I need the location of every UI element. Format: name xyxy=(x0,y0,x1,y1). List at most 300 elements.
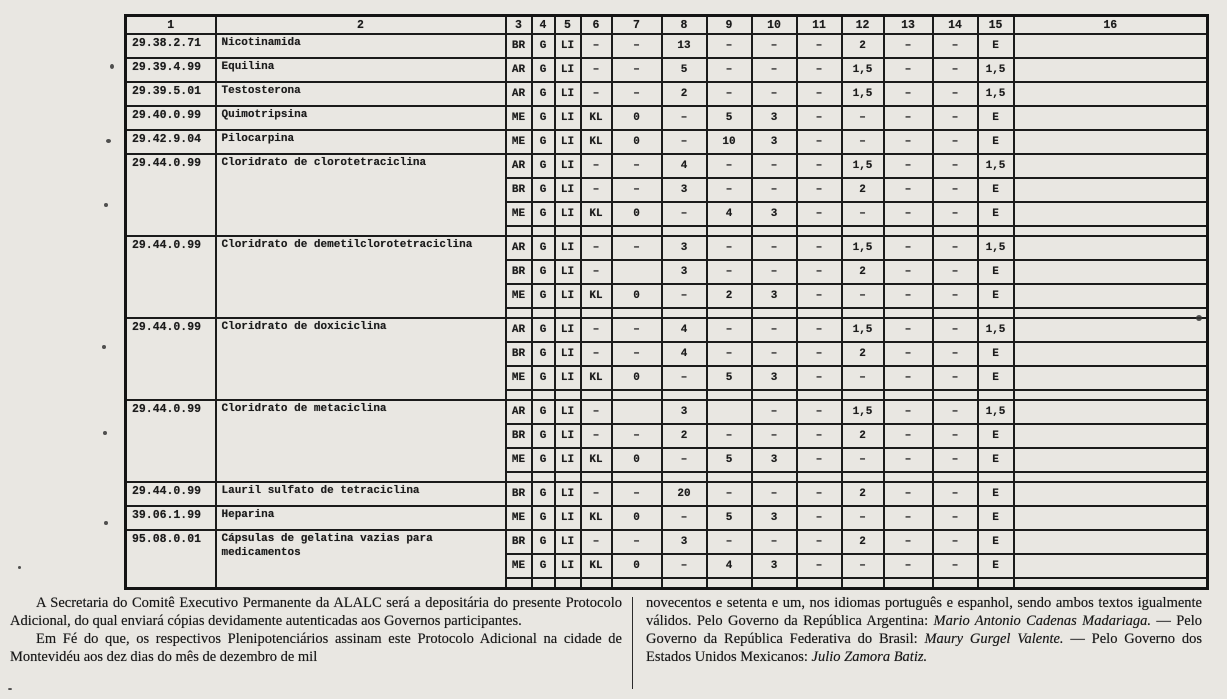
empty-cell xyxy=(612,308,662,318)
value-cell: 5 xyxy=(707,506,752,530)
value-cell: 20 xyxy=(662,482,707,506)
value-cell: – xyxy=(707,260,752,284)
value-cell: – xyxy=(707,178,752,202)
empty-cell xyxy=(612,226,662,236)
value-cell xyxy=(1014,448,1208,472)
value-cell: LI xyxy=(555,342,581,366)
value-cell: – xyxy=(884,58,933,82)
value-cell: G xyxy=(532,318,555,342)
value-cell: – xyxy=(884,424,933,448)
value-cell: 2 xyxy=(842,260,884,284)
value-cell xyxy=(1014,58,1208,82)
table-row xyxy=(126,318,1208,342)
footer-paragraph: A Secretaria do Comitê Executivo Permanente da ALALC será a depositária do presente Protocolo Adicional, do qual enviará cópias devidamente autenticadas aos Governos participantes. xyxy=(10,595,622,629)
value-cell: – xyxy=(797,506,842,530)
value-cell: 4 xyxy=(662,154,707,178)
value-cell: E xyxy=(978,284,1014,308)
empty-cell xyxy=(797,308,842,318)
value-cell: – xyxy=(884,236,933,260)
value-cell: LI xyxy=(555,236,581,260)
empty-cell xyxy=(506,578,532,589)
value-cell: 3 xyxy=(752,506,797,530)
empty-cell xyxy=(884,308,933,318)
empty-cell xyxy=(707,308,752,318)
value-cell: 0 xyxy=(612,202,662,226)
value-cell: LI xyxy=(555,178,581,202)
value-cell: 0 xyxy=(612,284,662,308)
value-cell: – xyxy=(707,424,752,448)
value-cell: – xyxy=(884,260,933,284)
value-cell: 2 xyxy=(842,178,884,202)
value-cell: 1,5 xyxy=(978,82,1014,106)
value-cell: BR xyxy=(506,34,532,58)
table-body xyxy=(126,34,1208,589)
empty-cell xyxy=(842,390,884,400)
value-cell: LI xyxy=(555,34,581,58)
value-cell: – xyxy=(933,154,978,178)
table-header xyxy=(126,16,1208,35)
value-cell: G xyxy=(532,342,555,366)
value-cell: – xyxy=(884,530,933,554)
value-cell: – xyxy=(797,58,842,82)
value-cell: – xyxy=(933,342,978,366)
column-header-5: 5 xyxy=(555,16,581,35)
empty-cell xyxy=(555,472,581,482)
value-cell: – xyxy=(581,318,612,342)
value-cell: – xyxy=(612,342,662,366)
value-cell: – xyxy=(933,34,978,58)
value-cell: LI xyxy=(555,260,581,284)
value-cell: 5 xyxy=(707,366,752,390)
empty-cell xyxy=(555,226,581,236)
empty-cell xyxy=(752,578,797,589)
empty-cell xyxy=(555,390,581,400)
signatory-name: Mario Antonio Cadenas Madariaga. xyxy=(933,613,1152,629)
table-row xyxy=(126,82,1208,106)
empty-cell xyxy=(933,226,978,236)
empty-cell xyxy=(612,390,662,400)
tariff-code: 29.39.4.99 xyxy=(126,58,216,82)
scan-speck xyxy=(8,688,12,690)
empty-cell xyxy=(662,390,707,400)
table-row xyxy=(126,154,1208,178)
value-cell xyxy=(1014,34,1208,58)
value-cell: 1,5 xyxy=(842,154,884,178)
header-row xyxy=(126,16,1208,35)
empty-cell xyxy=(884,390,933,400)
column-header-6: 6 xyxy=(581,16,612,35)
value-cell xyxy=(1014,342,1208,366)
value-cell: G xyxy=(532,82,555,106)
value-cell: – xyxy=(933,482,978,506)
footer-text-segment: — Pelo Governo da República Federativa do Brasil: xyxy=(646,613,1202,647)
value-cell: E xyxy=(978,106,1014,130)
value-cell: – xyxy=(612,82,662,106)
column-header-7: 7 xyxy=(612,16,662,35)
product-name: Lauril sulfato de tetraciclina xyxy=(216,482,506,506)
value-cell: – xyxy=(662,366,707,390)
value-cell: – xyxy=(933,178,978,202)
value-cell: – xyxy=(797,424,842,448)
value-cell: 5 xyxy=(707,448,752,472)
value-cell: G xyxy=(532,554,555,578)
value-cell: – xyxy=(884,400,933,424)
value-cell: – xyxy=(797,530,842,554)
value-cell: E xyxy=(978,366,1014,390)
value-cell: – xyxy=(707,82,752,106)
column-header-4: 4 xyxy=(532,16,555,35)
value-cell: LI xyxy=(555,506,581,530)
value-cell: BR xyxy=(506,342,532,366)
signatory-name: Julio Zamora Batiz. xyxy=(811,649,928,665)
value-cell xyxy=(1014,482,1208,506)
column-header-1: 1 xyxy=(126,16,216,35)
empty-cell xyxy=(842,578,884,589)
empty-cell xyxy=(581,390,612,400)
empty-cell xyxy=(978,390,1014,400)
empty-cell xyxy=(506,226,532,236)
concessions-table xyxy=(124,14,1209,590)
value-cell: LI xyxy=(555,58,581,82)
value-cell: E xyxy=(978,554,1014,578)
empty-cell xyxy=(581,472,612,482)
value-cell: – xyxy=(797,284,842,308)
value-cell: – xyxy=(752,400,797,424)
value-cell: – xyxy=(842,202,884,226)
value-cell: – xyxy=(797,554,842,578)
value-cell: G xyxy=(532,284,555,308)
table-row xyxy=(126,130,1208,154)
value-cell: 5 xyxy=(707,106,752,130)
value-cell: 2 xyxy=(842,530,884,554)
tariff-code: 95.08.0.01 xyxy=(126,530,216,589)
empty-cell xyxy=(933,308,978,318)
value-cell: LI xyxy=(555,202,581,226)
value-cell: – xyxy=(933,58,978,82)
empty-cell xyxy=(707,472,752,482)
scan-speck xyxy=(104,521,108,525)
value-cell: ME xyxy=(506,554,532,578)
value-cell: KL xyxy=(581,130,612,154)
value-cell: AR xyxy=(506,400,532,424)
empty-cell xyxy=(797,578,842,589)
value-cell: – xyxy=(581,154,612,178)
value-cell xyxy=(1014,400,1208,424)
value-cell: KL xyxy=(581,284,612,308)
empty-cell xyxy=(506,308,532,318)
value-cell: – xyxy=(842,130,884,154)
value-cell: – xyxy=(612,482,662,506)
value-cell: – xyxy=(842,366,884,390)
value-cell: – xyxy=(797,82,842,106)
value-cell: 5 xyxy=(662,58,707,82)
value-cell: – xyxy=(707,342,752,366)
value-cell: E xyxy=(978,506,1014,530)
tariff-code: 29.42.9.04 xyxy=(126,130,216,154)
value-cell: 1,5 xyxy=(978,400,1014,424)
tariff-code: 29.44.0.99 xyxy=(126,318,216,400)
value-cell: – xyxy=(752,82,797,106)
tariff-code: 29.38.2.71 xyxy=(126,34,216,58)
value-cell: 1,5 xyxy=(842,82,884,106)
value-cell: – xyxy=(662,448,707,472)
table-row xyxy=(126,236,1208,260)
value-cell: – xyxy=(581,342,612,366)
empty-cell xyxy=(842,226,884,236)
value-cell: G xyxy=(532,366,555,390)
column-header-14: 14 xyxy=(933,16,978,35)
value-cell: G xyxy=(532,178,555,202)
value-cell: LI xyxy=(555,130,581,154)
column-header-2: 2 xyxy=(216,16,506,35)
value-cell: G xyxy=(532,130,555,154)
product-name: Quimotripsina xyxy=(216,106,506,130)
value-cell: – xyxy=(752,58,797,82)
scan-speck xyxy=(106,139,111,143)
column-header-9: 9 xyxy=(707,16,752,35)
value-cell: KL xyxy=(581,554,612,578)
empty-cell xyxy=(1014,390,1208,400)
empty-cell xyxy=(884,472,933,482)
value-cell: – xyxy=(581,400,612,424)
tariff-code: 29.44.0.99 xyxy=(126,482,216,506)
table-row xyxy=(126,58,1208,82)
value-cell xyxy=(612,260,662,284)
value-cell: E xyxy=(978,260,1014,284)
product-name: Cloridrato de clorotetraciclina xyxy=(216,154,506,236)
value-cell xyxy=(1014,260,1208,284)
value-cell: 3 xyxy=(662,530,707,554)
value-cell: 0 xyxy=(612,130,662,154)
value-cell: LI xyxy=(555,318,581,342)
value-cell: – xyxy=(797,130,842,154)
empty-cell xyxy=(581,578,612,589)
value-cell xyxy=(1014,284,1208,308)
value-cell: KL xyxy=(581,448,612,472)
value-cell: – xyxy=(884,318,933,342)
value-cell: – xyxy=(842,106,884,130)
empty-cell xyxy=(532,578,555,589)
empty-cell xyxy=(752,472,797,482)
value-cell: 1,5 xyxy=(842,58,884,82)
empty-cell xyxy=(555,578,581,589)
empty-cell xyxy=(532,226,555,236)
value-cell: KL xyxy=(581,106,612,130)
value-cell xyxy=(1014,530,1208,554)
value-cell xyxy=(1014,506,1208,530)
value-cell: – xyxy=(797,154,842,178)
value-cell: G xyxy=(532,58,555,82)
value-cell: ME xyxy=(506,106,532,130)
value-cell: – xyxy=(842,506,884,530)
table-row xyxy=(126,530,1208,554)
empty-cell xyxy=(581,226,612,236)
column-header-13: 13 xyxy=(884,16,933,35)
product-name: Cloridrato de demetilclorotetraciclina xyxy=(216,236,506,318)
empty-cell xyxy=(978,226,1014,236)
product-name: Nicotinamida xyxy=(216,34,506,58)
value-cell xyxy=(1014,106,1208,130)
column-header-12: 12 xyxy=(842,16,884,35)
value-cell: E xyxy=(978,424,1014,448)
value-cell: – xyxy=(797,202,842,226)
column-header-15: 15 xyxy=(978,16,1014,35)
value-cell: KL xyxy=(581,366,612,390)
value-cell: 3 xyxy=(662,178,707,202)
value-cell: – xyxy=(933,202,978,226)
empty-cell xyxy=(1014,578,1208,589)
value-cell: G xyxy=(532,34,555,58)
value-cell: 1,5 xyxy=(842,236,884,260)
value-cell: G xyxy=(532,506,555,530)
value-cell: – xyxy=(752,34,797,58)
empty-cell xyxy=(752,226,797,236)
value-cell: AR xyxy=(506,58,532,82)
value-cell: – xyxy=(612,424,662,448)
value-cell: – xyxy=(933,530,978,554)
value-cell: – xyxy=(797,482,842,506)
value-cell xyxy=(1014,130,1208,154)
value-cell: – xyxy=(933,400,978,424)
value-cell: 3 xyxy=(752,106,797,130)
value-cell: – xyxy=(933,130,978,154)
empty-cell xyxy=(797,390,842,400)
empty-cell xyxy=(662,472,707,482)
tariff-code: 29.44.0.99 xyxy=(126,154,216,236)
value-cell: E xyxy=(978,530,1014,554)
value-cell: – xyxy=(797,318,842,342)
value-cell: E xyxy=(978,130,1014,154)
value-cell: – xyxy=(581,236,612,260)
value-cell: – xyxy=(884,82,933,106)
table-row xyxy=(126,400,1208,424)
value-cell: – xyxy=(933,260,978,284)
tariff-code: 29.44.0.99 xyxy=(126,236,216,318)
value-cell: – xyxy=(842,284,884,308)
value-cell: – xyxy=(581,34,612,58)
value-cell: G xyxy=(532,400,555,424)
empty-cell xyxy=(707,226,752,236)
value-cell: – xyxy=(752,318,797,342)
value-cell: LI xyxy=(555,448,581,472)
value-cell: – xyxy=(752,424,797,448)
value-cell: – xyxy=(707,154,752,178)
value-cell: – xyxy=(581,178,612,202)
value-cell: E xyxy=(978,482,1014,506)
value-cell: – xyxy=(933,506,978,530)
value-cell xyxy=(1014,424,1208,448)
value-cell: – xyxy=(707,236,752,260)
value-cell: – xyxy=(581,58,612,82)
value-cell: E xyxy=(978,342,1014,366)
table-row xyxy=(126,482,1208,506)
value-cell: – xyxy=(662,106,707,130)
value-cell: E xyxy=(978,34,1014,58)
value-cell: 0 xyxy=(612,554,662,578)
empty-cell xyxy=(532,472,555,482)
value-cell: KL xyxy=(581,202,612,226)
product-name: Heparina xyxy=(216,506,506,530)
product-name: Pilocarpina xyxy=(216,130,506,154)
empty-cell xyxy=(1014,308,1208,318)
value-cell: 4 xyxy=(662,318,707,342)
value-cell: BR xyxy=(506,530,532,554)
value-cell: LI xyxy=(555,82,581,106)
value-cell: – xyxy=(752,260,797,284)
value-cell: 0 xyxy=(612,448,662,472)
value-cell xyxy=(612,400,662,424)
column-header-3: 3 xyxy=(506,16,532,35)
value-cell: BR xyxy=(506,482,532,506)
empty-cell xyxy=(662,578,707,589)
value-cell: ME xyxy=(506,284,532,308)
value-cell: 2 xyxy=(707,284,752,308)
empty-cell xyxy=(978,578,1014,589)
column-divider-rule xyxy=(632,597,633,689)
value-cell: – xyxy=(752,482,797,506)
value-cell: 0 xyxy=(612,106,662,130)
value-cell: – xyxy=(752,530,797,554)
value-cell: – xyxy=(884,34,933,58)
value-cell: – xyxy=(662,202,707,226)
empty-cell xyxy=(506,390,532,400)
value-cell: – xyxy=(797,178,842,202)
value-cell: G xyxy=(532,530,555,554)
value-cell: BR xyxy=(506,424,532,448)
value-cell: – xyxy=(662,284,707,308)
value-cell: – xyxy=(662,506,707,530)
value-cell: – xyxy=(884,366,933,390)
empty-cell xyxy=(662,226,707,236)
value-cell: AR xyxy=(506,82,532,106)
value-cell: – xyxy=(581,82,612,106)
value-cell: 2 xyxy=(842,482,884,506)
empty-cell xyxy=(978,472,1014,482)
value-cell: ME xyxy=(506,202,532,226)
value-cell: 2 xyxy=(842,34,884,58)
footer-paragraph: Em Fé do que, os respectivos Plenipotenciários assinam este Protocolo Adicional na cidade de Montevidéu aos dez dias do mês de dezembro de mil xyxy=(10,631,622,665)
value-cell: 13 xyxy=(662,34,707,58)
value-cell: – xyxy=(707,34,752,58)
value-cell: 1,5 xyxy=(978,154,1014,178)
empty-cell xyxy=(933,472,978,482)
value-cell: – xyxy=(884,482,933,506)
scan-speck xyxy=(104,203,108,207)
value-cell: 2 xyxy=(842,424,884,448)
value-cell: – xyxy=(884,342,933,366)
column-header-10: 10 xyxy=(752,16,797,35)
empty-cell xyxy=(842,472,884,482)
value-cell: 4 xyxy=(707,554,752,578)
value-cell: – xyxy=(707,318,752,342)
table-row xyxy=(126,106,1208,130)
value-cell: 3 xyxy=(752,130,797,154)
value-cell: 0 xyxy=(612,506,662,530)
value-cell: – xyxy=(884,506,933,530)
value-cell: – xyxy=(752,342,797,366)
footer-right-column xyxy=(646,594,1202,666)
value-cell: – xyxy=(884,448,933,472)
empty-cell xyxy=(978,308,1014,318)
value-cell: – xyxy=(581,424,612,448)
value-cell: – xyxy=(581,530,612,554)
value-cell: – xyxy=(612,236,662,260)
empty-cell xyxy=(707,578,752,589)
value-cell: E xyxy=(978,178,1014,202)
empty-cell xyxy=(581,308,612,318)
empty-cell xyxy=(797,472,842,482)
value-cell: – xyxy=(884,106,933,130)
